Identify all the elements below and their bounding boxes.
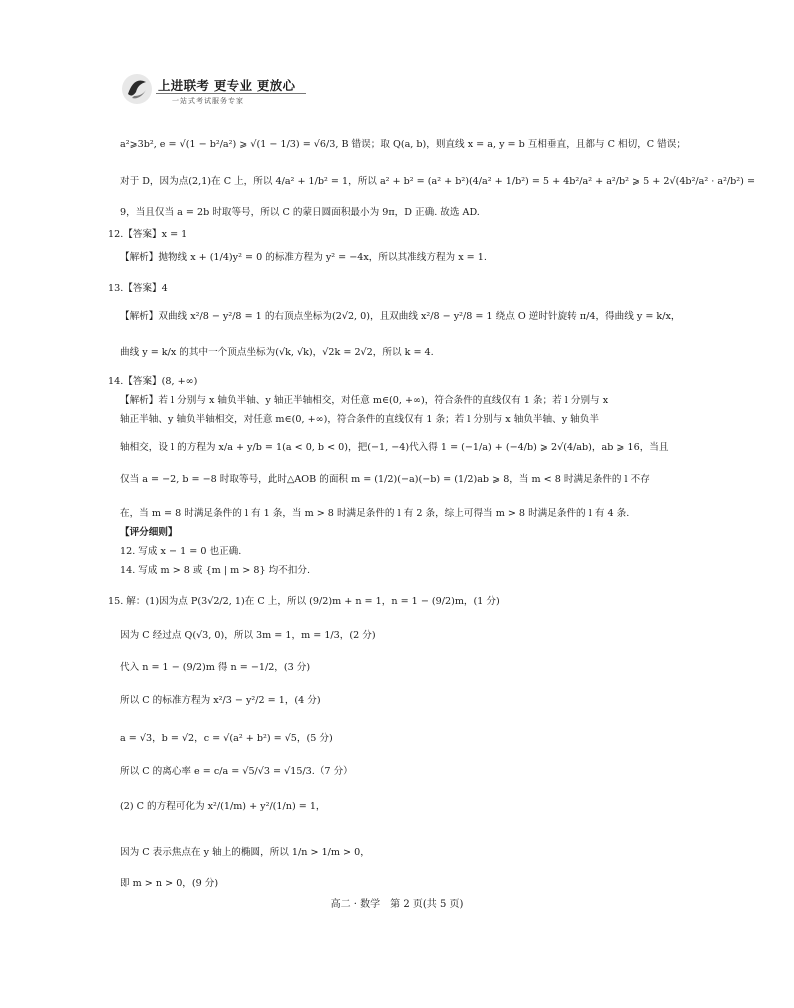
scoring-heading: 【评分细则】 xyxy=(120,527,178,538)
text-line: 因为 C 经过点 Q(√3, 0)，所以 3m = 1，m = 1/3，(2 分) xyxy=(120,630,376,641)
text-line: 因为 C 表示焦点在 y 轴上的椭圆，所以 1/n > 1/m > 0， xyxy=(120,847,370,858)
question-heading: 15. 解：(1)因为点 P(3√2/2, 1)在 C 上，所以 (9/2)m + n = 1，n = 1 − (9/2)m，(1 分) xyxy=(108,596,500,607)
text-line: a²⩾3b², e = √(1 − b²/a²) ⩾ √(1 − 1/3) = √6/3, B 错误；取 Q(a, b)，则直线 x = a, y = b 互相垂直，且都与 C 相切，C 错误； xyxy=(120,139,686,150)
text-line: 14. 写成 m > 8 或 {m | m > 8} 均不扣分. xyxy=(120,565,311,576)
text-line: 【解析】抛物线 x + (1/4)y² = 0 的标准方程为 y² = −4x，所以其准线方程为 x = 1. xyxy=(120,252,487,263)
header-logo xyxy=(120,72,300,112)
text-line: 轴相交，设 l 的方程为 x/a + y/b = 1(a < 0, b < 0)，把(−1, −4)代入得 1 = (−1/a) + (−4/b) ⩾ 2√(4/ab)，ab ⩾ 16，当且 xyxy=(120,442,669,453)
text-line: 仅当 a = −2, b = −8 时取等号，此时△AOB 的面积 m = (1/2)(−a)(−b) = (1/2)ab ⩾ 8，当 m < 8 时满足条件的 l 不存 xyxy=(120,474,650,485)
answer-heading: 13.【答案】4 xyxy=(108,283,168,294)
text-line: 所以 C 的标准方程为 x²/3 − y²/2 = 1，(4 分) xyxy=(120,695,321,706)
brand-tagline: 一站式考试服务专家 xyxy=(172,97,244,105)
text-line: 【解析】若 l 分别与 x 轴负半轴、y 轴正半轴相交，对任意 m∈(0, +∞)，符合条件的直线仅有 1 条；若 l 分别与 x xyxy=(120,395,609,406)
text-line: 曲线 y = k/x 的其中一个顶点坐标为(√k, √k)，√2k = 2√2，所以 k = 4. xyxy=(120,347,434,358)
brand-logo-icon xyxy=(120,72,154,106)
text-line: 9，当且仅当 a = 2b 时取等号，所以 C 的蒙日圆面积最小为 9π，D 正确. 故选 AD. xyxy=(120,207,480,218)
text-line: 【解析】双曲线 x²/8 − y²/8 = 1 的右顶点坐标为(2√2, 0)，且双曲线 x²/8 − y²/8 = 1 绕点 O 逆时针旋转 π/4，得曲线 y = k/x， xyxy=(120,311,681,322)
answer-heading: 14.【答案】(8, +∞) xyxy=(108,376,198,387)
text-line: 对于 D，因为点(2,1)在 C 上，所以 4/a² + 1/b² = 1，所以 a² + b² = (a² + b²)(4/a² + 1/b²) = 5 + 4b²/a² + a²/b² ⩾ 5 + 2√(4b²/a² · a²/b²) = xyxy=(120,176,755,187)
text-line: 轴正半轴、y 轴负半轴相交，对任意 m∈(0, +∞)，符合条件的直线仅有 1 条；若 l 分别与 x 轴负半轴、y 轴负半 xyxy=(120,414,599,425)
text-line: a = √3，b = √2，c = √(a² + b²) = √5，(5 分) xyxy=(120,733,333,744)
text-line: 所以 C 的离心率 e = c/a = √5/√3 = √15/3.（7 分） xyxy=(120,766,353,777)
text-line: 12. 写成 x − 1 = 0 也正确. xyxy=(120,546,242,557)
page-footer: 高二 · 数学 第 2 页(共 5 页) xyxy=(330,899,464,910)
text-line: (2) C 的方程可化为 x²/(1/m) + y²/(1/n) = 1， xyxy=(120,801,326,812)
text-line: 代入 n = 1 − (9/2)m 得 n = −1/2，(3 分) xyxy=(120,662,311,673)
brand-slogan: 上进联考 更专业 更放心 xyxy=(158,78,296,93)
answer-heading: 12.【答案】x = 1 xyxy=(108,229,188,240)
header-divider xyxy=(156,93,306,94)
text-line: 在，当 m = 8 时满足条件的 l 有 1 条，当 m > 8 时满足条件的 l 有 2 条，综上可得当 m > 8 时满足条件的 l 有 4 条. xyxy=(120,508,630,519)
text-line: 即 m > n > 0，(9 分) xyxy=(120,878,219,889)
